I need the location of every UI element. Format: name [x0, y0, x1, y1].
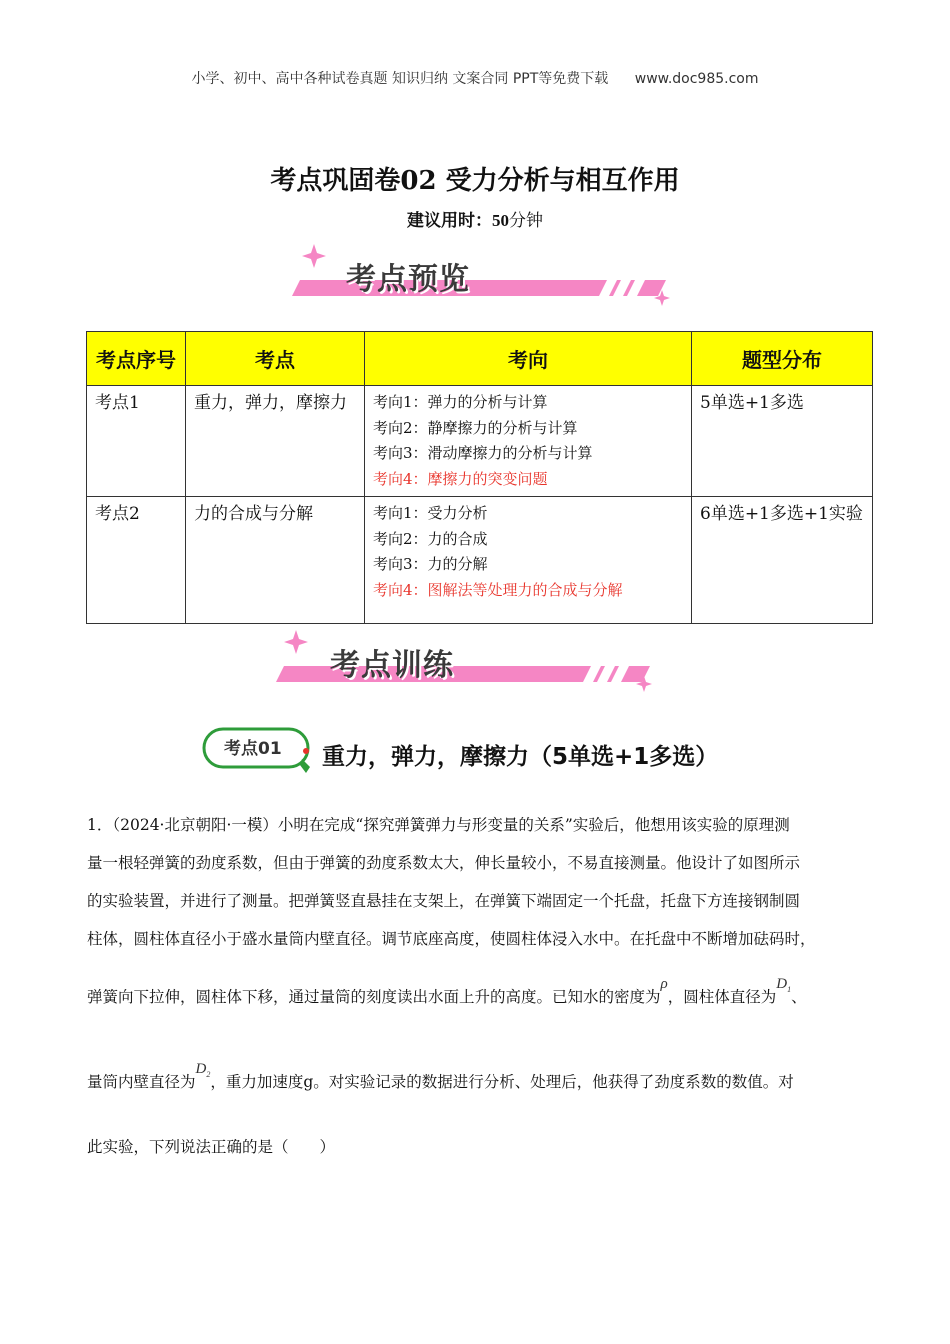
direction-item: 考向1：受力分析 [373, 504, 488, 522]
suggested-time [0, 206, 950, 231]
direction-item: 考向2：静摩擦力的分析与计算 [373, 418, 578, 437]
direction-item: 考向1：弹力的分析与计算 [373, 393, 548, 411]
table-row [87, 386, 873, 497]
row-id: 考点1 [87, 386, 186, 497]
question-text: 、 [791, 988, 807, 1006]
d2-symbol [196, 1061, 211, 1077]
header-text: 小学、初中、高中各种试卷真题 知识归纳 文案合同 PPT等免费下载 [191, 71, 609, 87]
d1-letter: D [776, 976, 788, 992]
table-header-row [87, 332, 873, 386]
section-heading: 重力，弹力，摩擦力（5单选+1多选） [322, 744, 719, 770]
training-banner [270, 626, 660, 696]
preview-banner-graphic [286, 240, 676, 310]
d2-letter: D [195, 1061, 207, 1077]
training-banner-graphic [270, 626, 660, 696]
d1-subscript: 1 [787, 985, 792, 994]
section-badge [202, 725, 318, 779]
col-header-distribution: 题型分布 [692, 332, 873, 386]
row-directions [365, 386, 692, 497]
direction-item: 考向2：力的合成 [373, 529, 488, 548]
page-title: 考点巩固卷02 受力分析与相互作用 [270, 166, 680, 196]
col-header-direction: 考向 [365, 332, 692, 386]
section-badge-text: 考点01 [224, 739, 282, 759]
direction-item-highlight: 考向4：图解法等处理力的合成与分解 [373, 580, 623, 599]
d2-subscript: 2 [206, 1070, 211, 1079]
question-line: 的实验装置，并进行了测量。把弹簧竖直悬挂在支架上，在弹簧下端固定一个托盘，托盘下方连接钢制圆 [87, 892, 801, 910]
preview-banner-text: 考点预览 [346, 262, 470, 297]
page-header [0, 68, 950, 88]
question-text: 弹簧向下拉伸，圆柱体下移，通过量筒的刻度读出水面上升的高度。已知水的密度为 [87, 988, 661, 1006]
direction-item-highlight: 考向4：摩擦力的突变问题 [373, 469, 548, 488]
row-id: 考点2 [87, 497, 186, 624]
question-text: ，重力加速度g。对实验记录的数据进行分析、处理后，他获得了劲度系数的数值。对 [210, 1073, 794, 1091]
row-topic: 重力，弹力，摩擦力 [186, 386, 365, 497]
overview-table [86, 331, 873, 624]
question-line: 此实验，下列说法正确的是（ ） [87, 1138, 336, 1156]
suggested-time-unit: 分钟 [509, 211, 543, 231]
question-line [87, 958, 862, 1043]
question-text: 量筒内壁直径为 [87, 1073, 196, 1091]
sparkle-icon [284, 630, 308, 654]
question-line: 1．（2024·北京朝阳·一模）小明在完成“探究弹簧弹力与形变量的关系”实验后，他想用该实验的原理测 [87, 816, 790, 834]
question-line [87, 1043, 862, 1128]
row-distribution: 6单选+1多选+1实验 [692, 497, 873, 624]
rho-symbol: ρ [660, 976, 668, 992]
question-line: 量一根轻弹簧的劲度系数，但由于弹簧的劲度系数太大，伸长量较小，不易直接测量。他设计了如图所示 [87, 854, 801, 872]
direction-item: 考向3：力的分解 [373, 555, 488, 573]
table-row [87, 497, 873, 624]
row-distribution: 5单选+1多选 [692, 386, 873, 497]
header-url[interactable]: www.doc985.com [634, 71, 759, 87]
question-text: ，圆柱体直径为 [667, 988, 777, 1006]
question-1 [87, 806, 862, 1166]
col-header-topic: 考点 [186, 332, 365, 386]
row-directions [365, 497, 692, 624]
suggested-time-minutes: 50 [492, 211, 509, 230]
col-header-id: 考点序号 [87, 332, 186, 386]
training-banner-text: 考点训练 [330, 648, 454, 683]
question-line: 柱体，圆柱体直径小于盛水量筒内壁直径。调节底座高度，使圆柱体浸入水中。在托盘中不断增加砝码时， [87, 930, 816, 948]
d1-symbol [776, 976, 791, 992]
row-topic: 力的合成与分解 [186, 497, 365, 624]
preview-banner [286, 240, 676, 310]
direction-item: 考向3：滑动摩擦力的分析与计算 [373, 444, 593, 462]
suggested-time-label: 建议用时： [407, 211, 492, 231]
sparkle-icon [302, 244, 326, 268]
